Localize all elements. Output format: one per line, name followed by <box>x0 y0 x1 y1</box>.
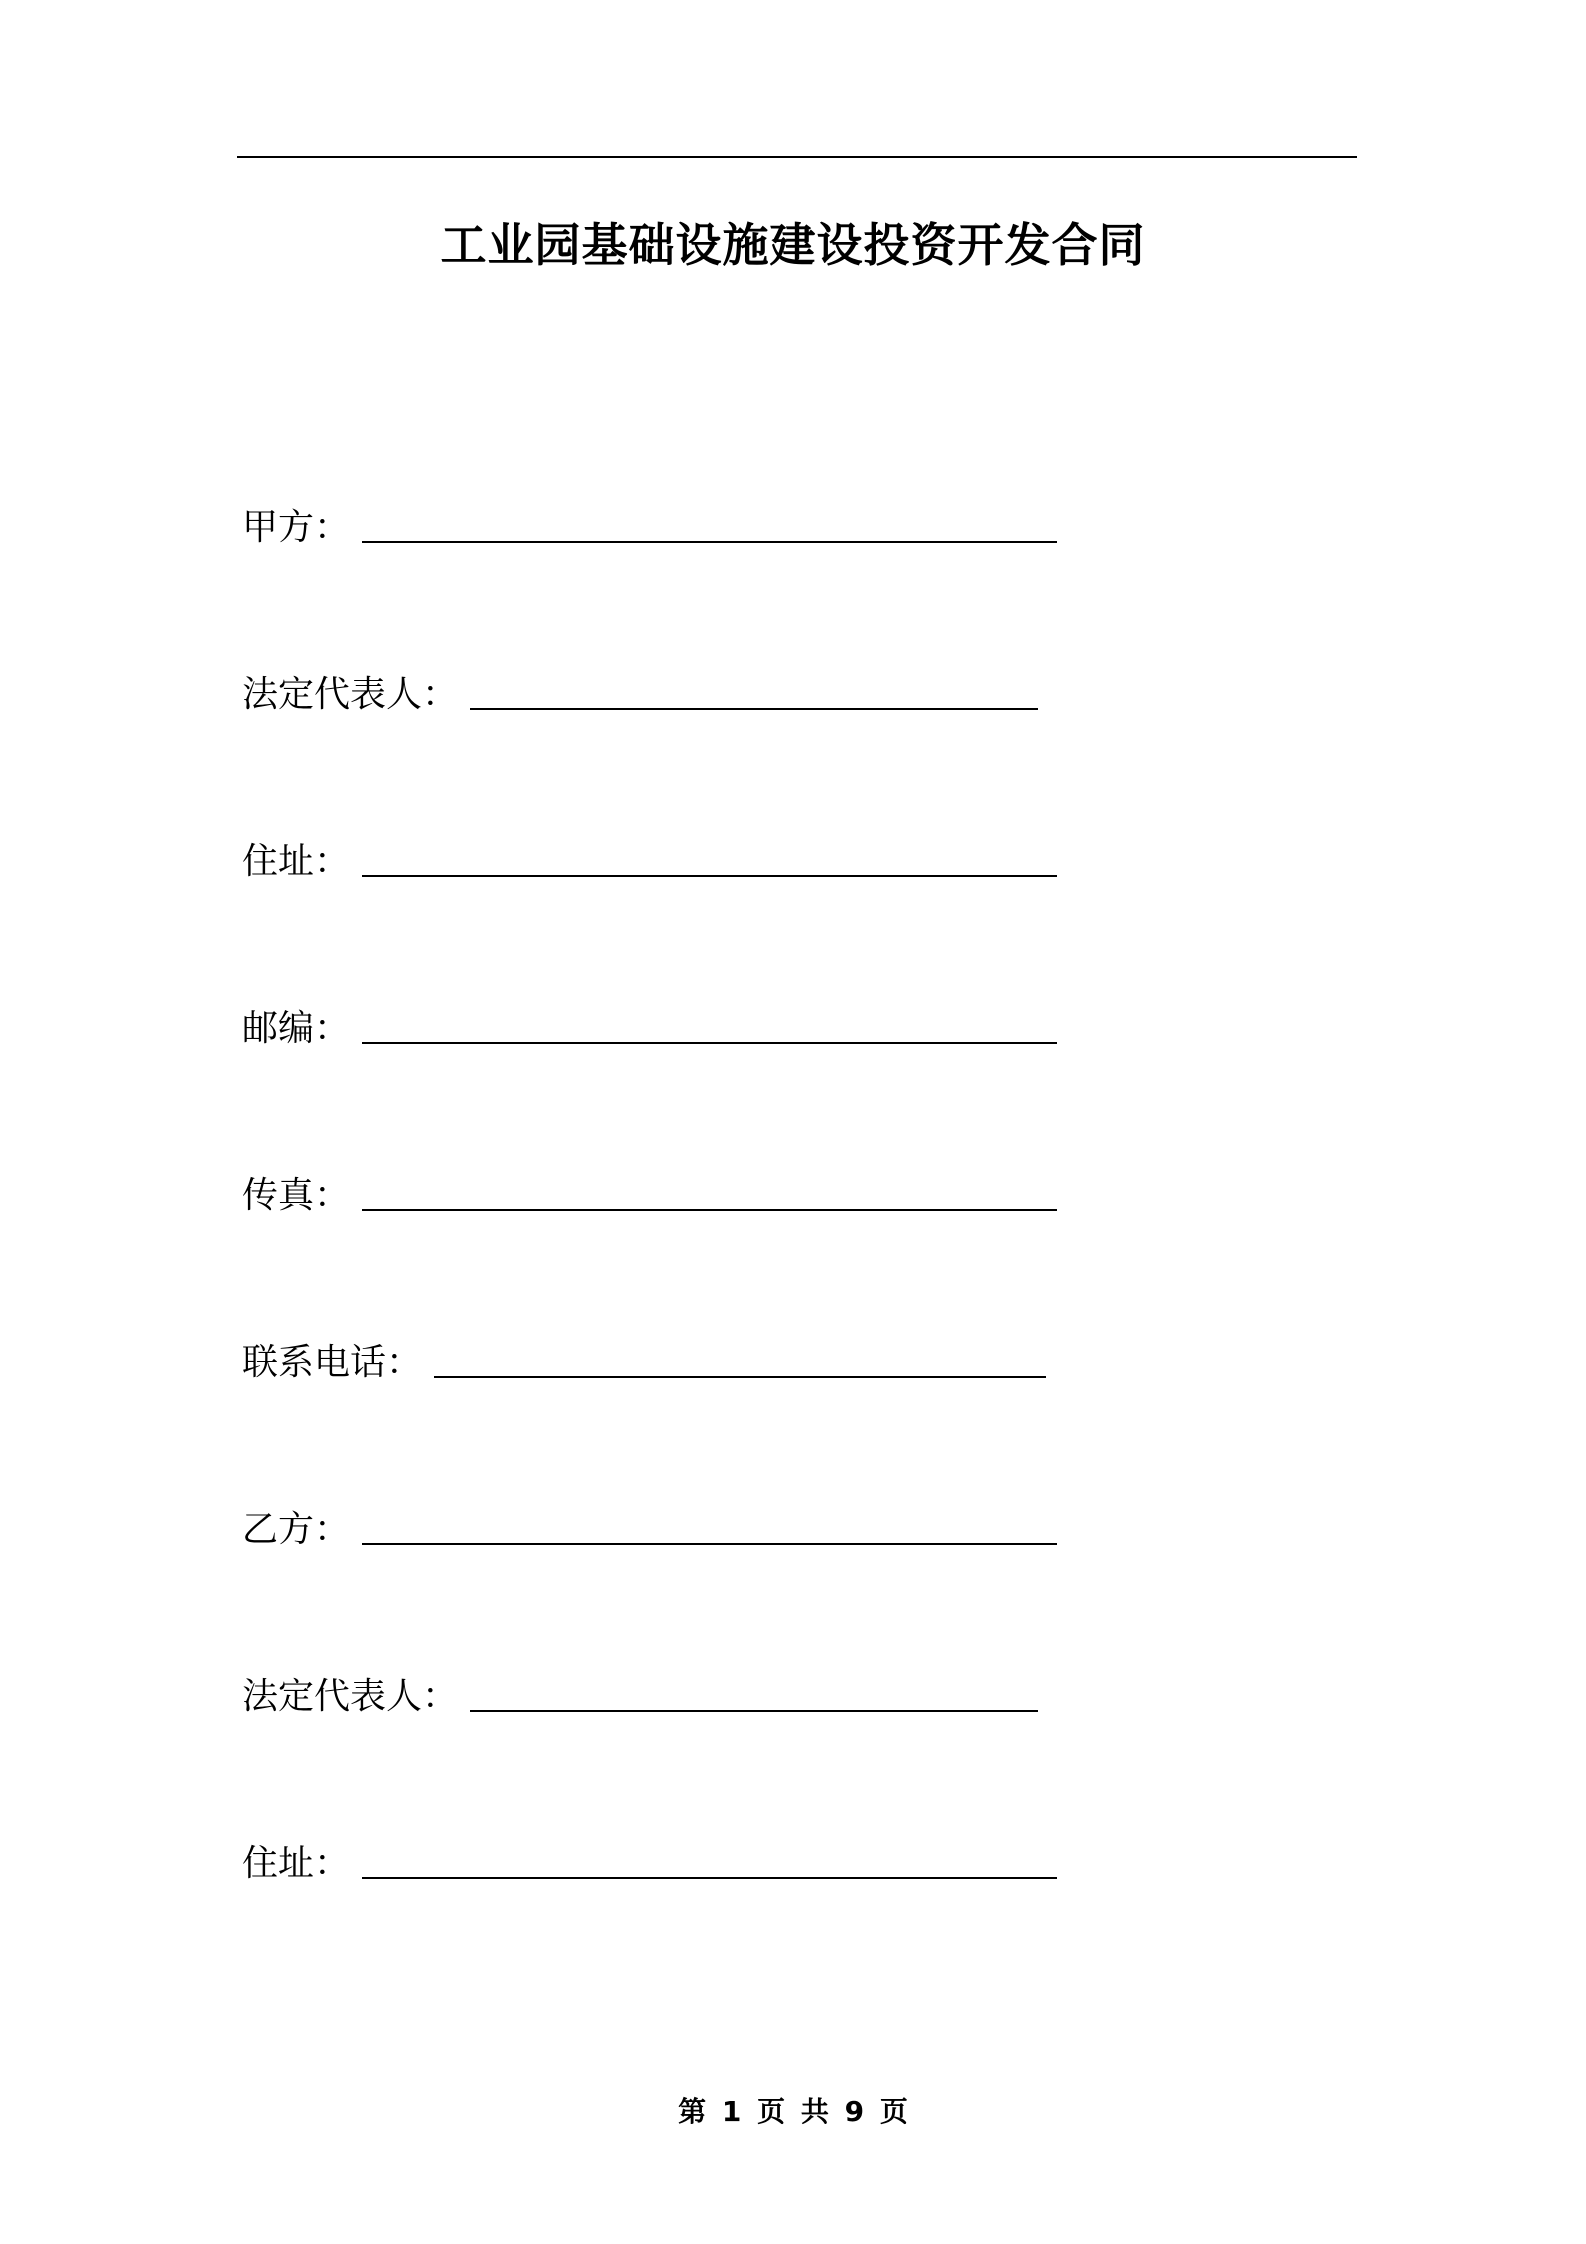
field-label: 法定代表人： <box>242 1676 459 1717</box>
header-rule <box>237 156 1357 158</box>
field-label: 邮编： <box>242 1008 351 1049</box>
fill-in-blank-line <box>470 708 1038 710</box>
field-party-a-phone <box>242 1338 1046 1388</box>
fill-in-blank-line <box>362 541 1057 543</box>
fill-in-blank-line <box>362 1543 1057 1545</box>
page-number-footer: 第 1 页 共 9 页 <box>678 2095 908 2128</box>
field-party-b-address <box>242 1839 1057 1889</box>
field-party-a-address <box>242 837 1057 887</box>
field-label: 住址： <box>242 1843 351 1884</box>
field-party-b-legal-representative <box>242 1672 1038 1722</box>
field-party-a-legal-representative <box>242 670 1038 720</box>
field-party-b <box>242 1505 1057 1555</box>
field-party-a <box>242 503 1057 553</box>
field-party-a-fax <box>242 1171 1057 1221</box>
fill-in-blank-line <box>362 1877 1057 1879</box>
field-label: 住址： <box>242 841 351 882</box>
fill-in-blank-line <box>470 1710 1038 1712</box>
fill-in-blank-line <box>362 875 1057 877</box>
field-label: 传真： <box>242 1175 351 1216</box>
field-label: 甲方： <box>242 507 351 548</box>
fill-in-blank-line <box>362 1042 1057 1044</box>
field-party-a-postcode <box>242 1004 1057 1054</box>
fill-in-blank-line <box>362 1209 1057 1211</box>
field-label: 联系电话： <box>242 1342 423 1383</box>
fill-in-blank-line <box>434 1376 1046 1378</box>
field-label: 乙方： <box>242 1509 351 1550</box>
document-title: 工业园基础设施建设投资开发合同 <box>440 218 1146 272</box>
field-label: 法定代表人： <box>242 674 459 715</box>
